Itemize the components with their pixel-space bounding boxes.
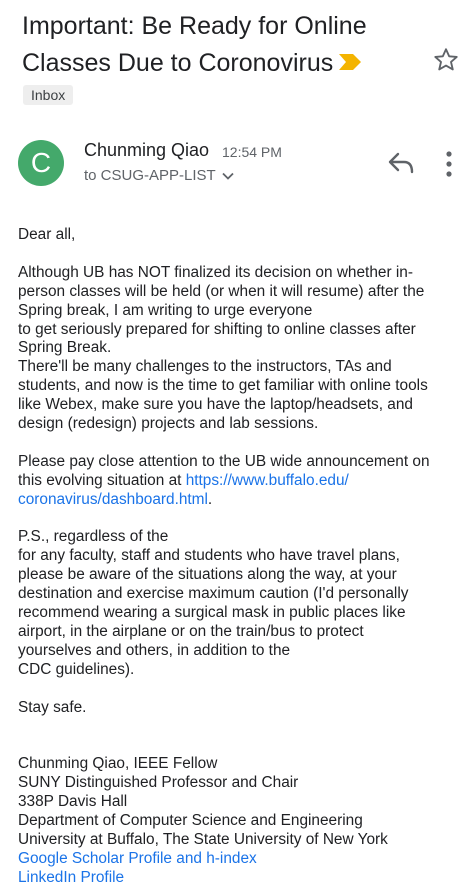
body-line: please be aware of the situations along the way, at your xyxy=(18,566,397,584)
body-text: this evolving situation at xyxy=(18,471,186,489)
dashboard-link-part2[interactable]: coronavirus/dashboard.html xyxy=(18,490,208,508)
signature-line: SUNY Distinguished Professor and Chair xyxy=(18,774,299,792)
recipient-details[interactable] xyxy=(84,167,234,184)
body-line: Spring break, I am writing to urge everyone xyxy=(18,301,313,319)
inbox-label[interactable]: Inbox xyxy=(23,85,73,105)
body-line: for any faculty, staff and students who have travel plans, xyxy=(18,547,400,565)
reply-icon xyxy=(388,152,414,174)
body-line: like Webex, make sure you have the laptop/headsets, and xyxy=(18,396,413,414)
subject-text: Important: Be Ready for Online Classes Due to Coronovirus xyxy=(22,12,367,77)
body-line: to get seriously prepared for shifting to online classes after xyxy=(18,320,416,338)
email-body xyxy=(18,226,458,888)
period: . xyxy=(207,490,213,508)
sent-time: 12:54 PM xyxy=(222,144,282,160)
closing: Stay safe. xyxy=(18,698,87,716)
signature-line: Department of Computer Science and Engineering xyxy=(18,812,363,829)
body-line: P.S., regardless of the xyxy=(18,528,169,546)
body-line: design (redesign) projects and lab sessions. xyxy=(18,415,319,433)
body-line: recommend wearing a surgical mask in public places like xyxy=(18,604,406,622)
more-options-button[interactable] xyxy=(444,151,454,177)
signature-line: 338P Davis Hall xyxy=(18,793,128,811)
recipient-text: to CSUG-APP-LIST xyxy=(84,167,216,184)
sender-name: Chunming Qiao xyxy=(84,140,210,160)
body-line: destination and exercise maximum caution (I'd personally xyxy=(18,585,409,603)
dashboard-link-part1[interactable]: https://www.buffalo.edu/ xyxy=(185,471,349,489)
reply-button[interactable] xyxy=(388,152,414,174)
body-line: students, and now is the time to get familiar with online tools xyxy=(18,377,428,395)
body-line: Please pay close attention to the UB wide announcement on xyxy=(18,452,430,470)
importance-marker-icon[interactable] xyxy=(339,44,361,81)
body-line xyxy=(18,472,458,491)
body-line: yourselves and others, in addition to the xyxy=(18,641,291,659)
star-icon[interactable] xyxy=(432,46,460,74)
signature-line: University at Buffalo, The State University of New York xyxy=(18,830,388,848)
body-line: person classes will be held (or when it will resume) after the xyxy=(18,282,425,300)
email-subject xyxy=(22,8,422,82)
body-line: CDC guidelines). xyxy=(18,660,135,678)
greeting: Dear all, xyxy=(18,226,76,243)
body-line: Although UB has NOT finalized its decision on whether in- xyxy=(18,263,413,281)
body-line: There'll be many challenges to the instructors, TAs and xyxy=(18,358,392,376)
body-line: airport, in the airplane or on the train/bus to protect xyxy=(18,622,364,640)
body-line: Spring Break. xyxy=(18,339,112,357)
more-vert-icon xyxy=(444,151,454,177)
linkedin-link[interactable]: LinkedIn Profile xyxy=(18,868,125,886)
chevron-down-icon[interactable] xyxy=(222,167,234,184)
body-line xyxy=(18,491,458,510)
google-scholar-link[interactable]: Google Scholar Profile and h-index xyxy=(18,849,257,867)
signature-line: Chunming Qiao, IEEE Fellow xyxy=(18,755,218,773)
sender-avatar[interactable]: C xyxy=(18,140,64,186)
